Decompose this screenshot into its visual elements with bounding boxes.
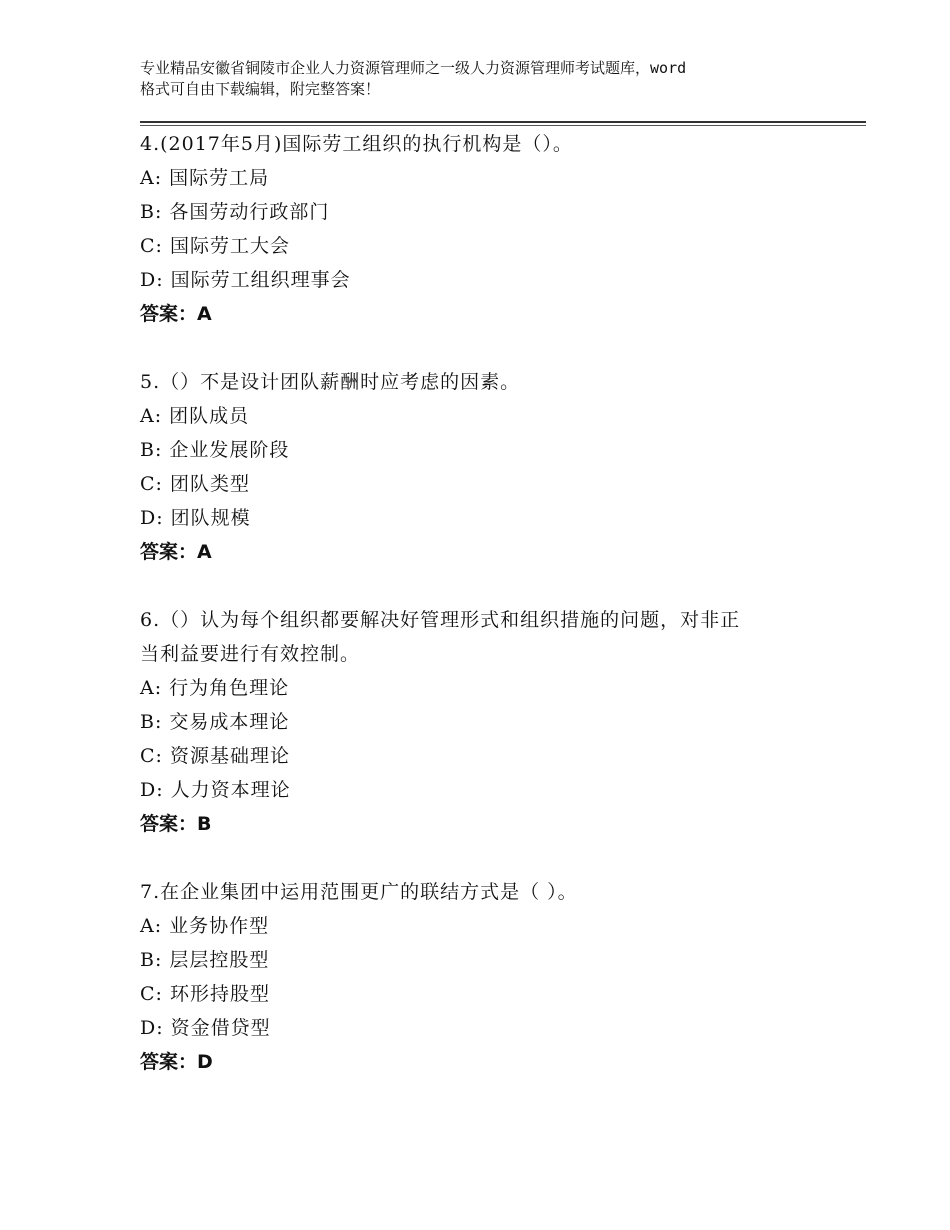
option-c: C: 资源基础理论 (140, 745, 290, 767)
answer: 答案：D (140, 1051, 213, 1073)
option-b: B: 各国劳动行政部门 (140, 201, 330, 223)
option-b: B: 交易成本理论 (140, 711, 290, 733)
question-stem: 7.在企业集团中运用范围更广的联结方式是（ ）。 (140, 881, 578, 903)
question-7 (140, 875, 850, 1079)
question-6 (140, 603, 850, 841)
header-line-2: 格式可自由下载编辑，附完整答案！ (140, 80, 381, 98)
option-a: A: 团队成员 (140, 405, 250, 427)
question-stem: 6.（）认为每个组织都要解决好管理形式和组织措施的问题，对非正 (140, 609, 741, 631)
answer: 答案：B (140, 813, 212, 835)
option-d: D: 人力资本理论 (140, 779, 291, 801)
option-c: C: 国际劳工大会 (140, 235, 290, 257)
answer: 答案：A (140, 541, 212, 563)
option-a: A: 业务协作型 (140, 915, 270, 937)
option-a: A: 国际劳工局 (140, 167, 270, 189)
option-b: B: 企业发展阶段 (140, 439, 290, 461)
option-c: C: 环形持股型 (140, 983, 270, 1005)
question-list (140, 127, 850, 1113)
option-c: C: 团队类型 (140, 473, 250, 495)
option-d: D: 团队规模 (140, 507, 251, 529)
option-d: D: 资金借贷型 (140, 1017, 271, 1039)
header-line-1: 专业精品安徽省铜陵市企业人力资源管理师之一级人力资源管理师考试题库，word (140, 59, 687, 77)
header-divider-thick (140, 121, 866, 123)
option-d: D: 国际劳工组织理事会 (140, 269, 351, 291)
question-5 (140, 365, 850, 569)
question-stem: 5.（）不是设计团队薪酬时应考虑的因素。 (140, 371, 521, 393)
document-header (140, 58, 840, 100)
answer: 答案：A (140, 303, 212, 325)
question-stem: 4.(2017年5月)国际劳工组织的执行机构是（）。 (140, 133, 573, 155)
header-divider-thin (140, 125, 866, 126)
option-b: B: 层层控股型 (140, 949, 270, 971)
question-4 (140, 127, 850, 331)
question-stem-continued: 当利益要进行有效控制。 (140, 643, 361, 665)
option-a: A: 行为角色理论 (140, 677, 290, 699)
